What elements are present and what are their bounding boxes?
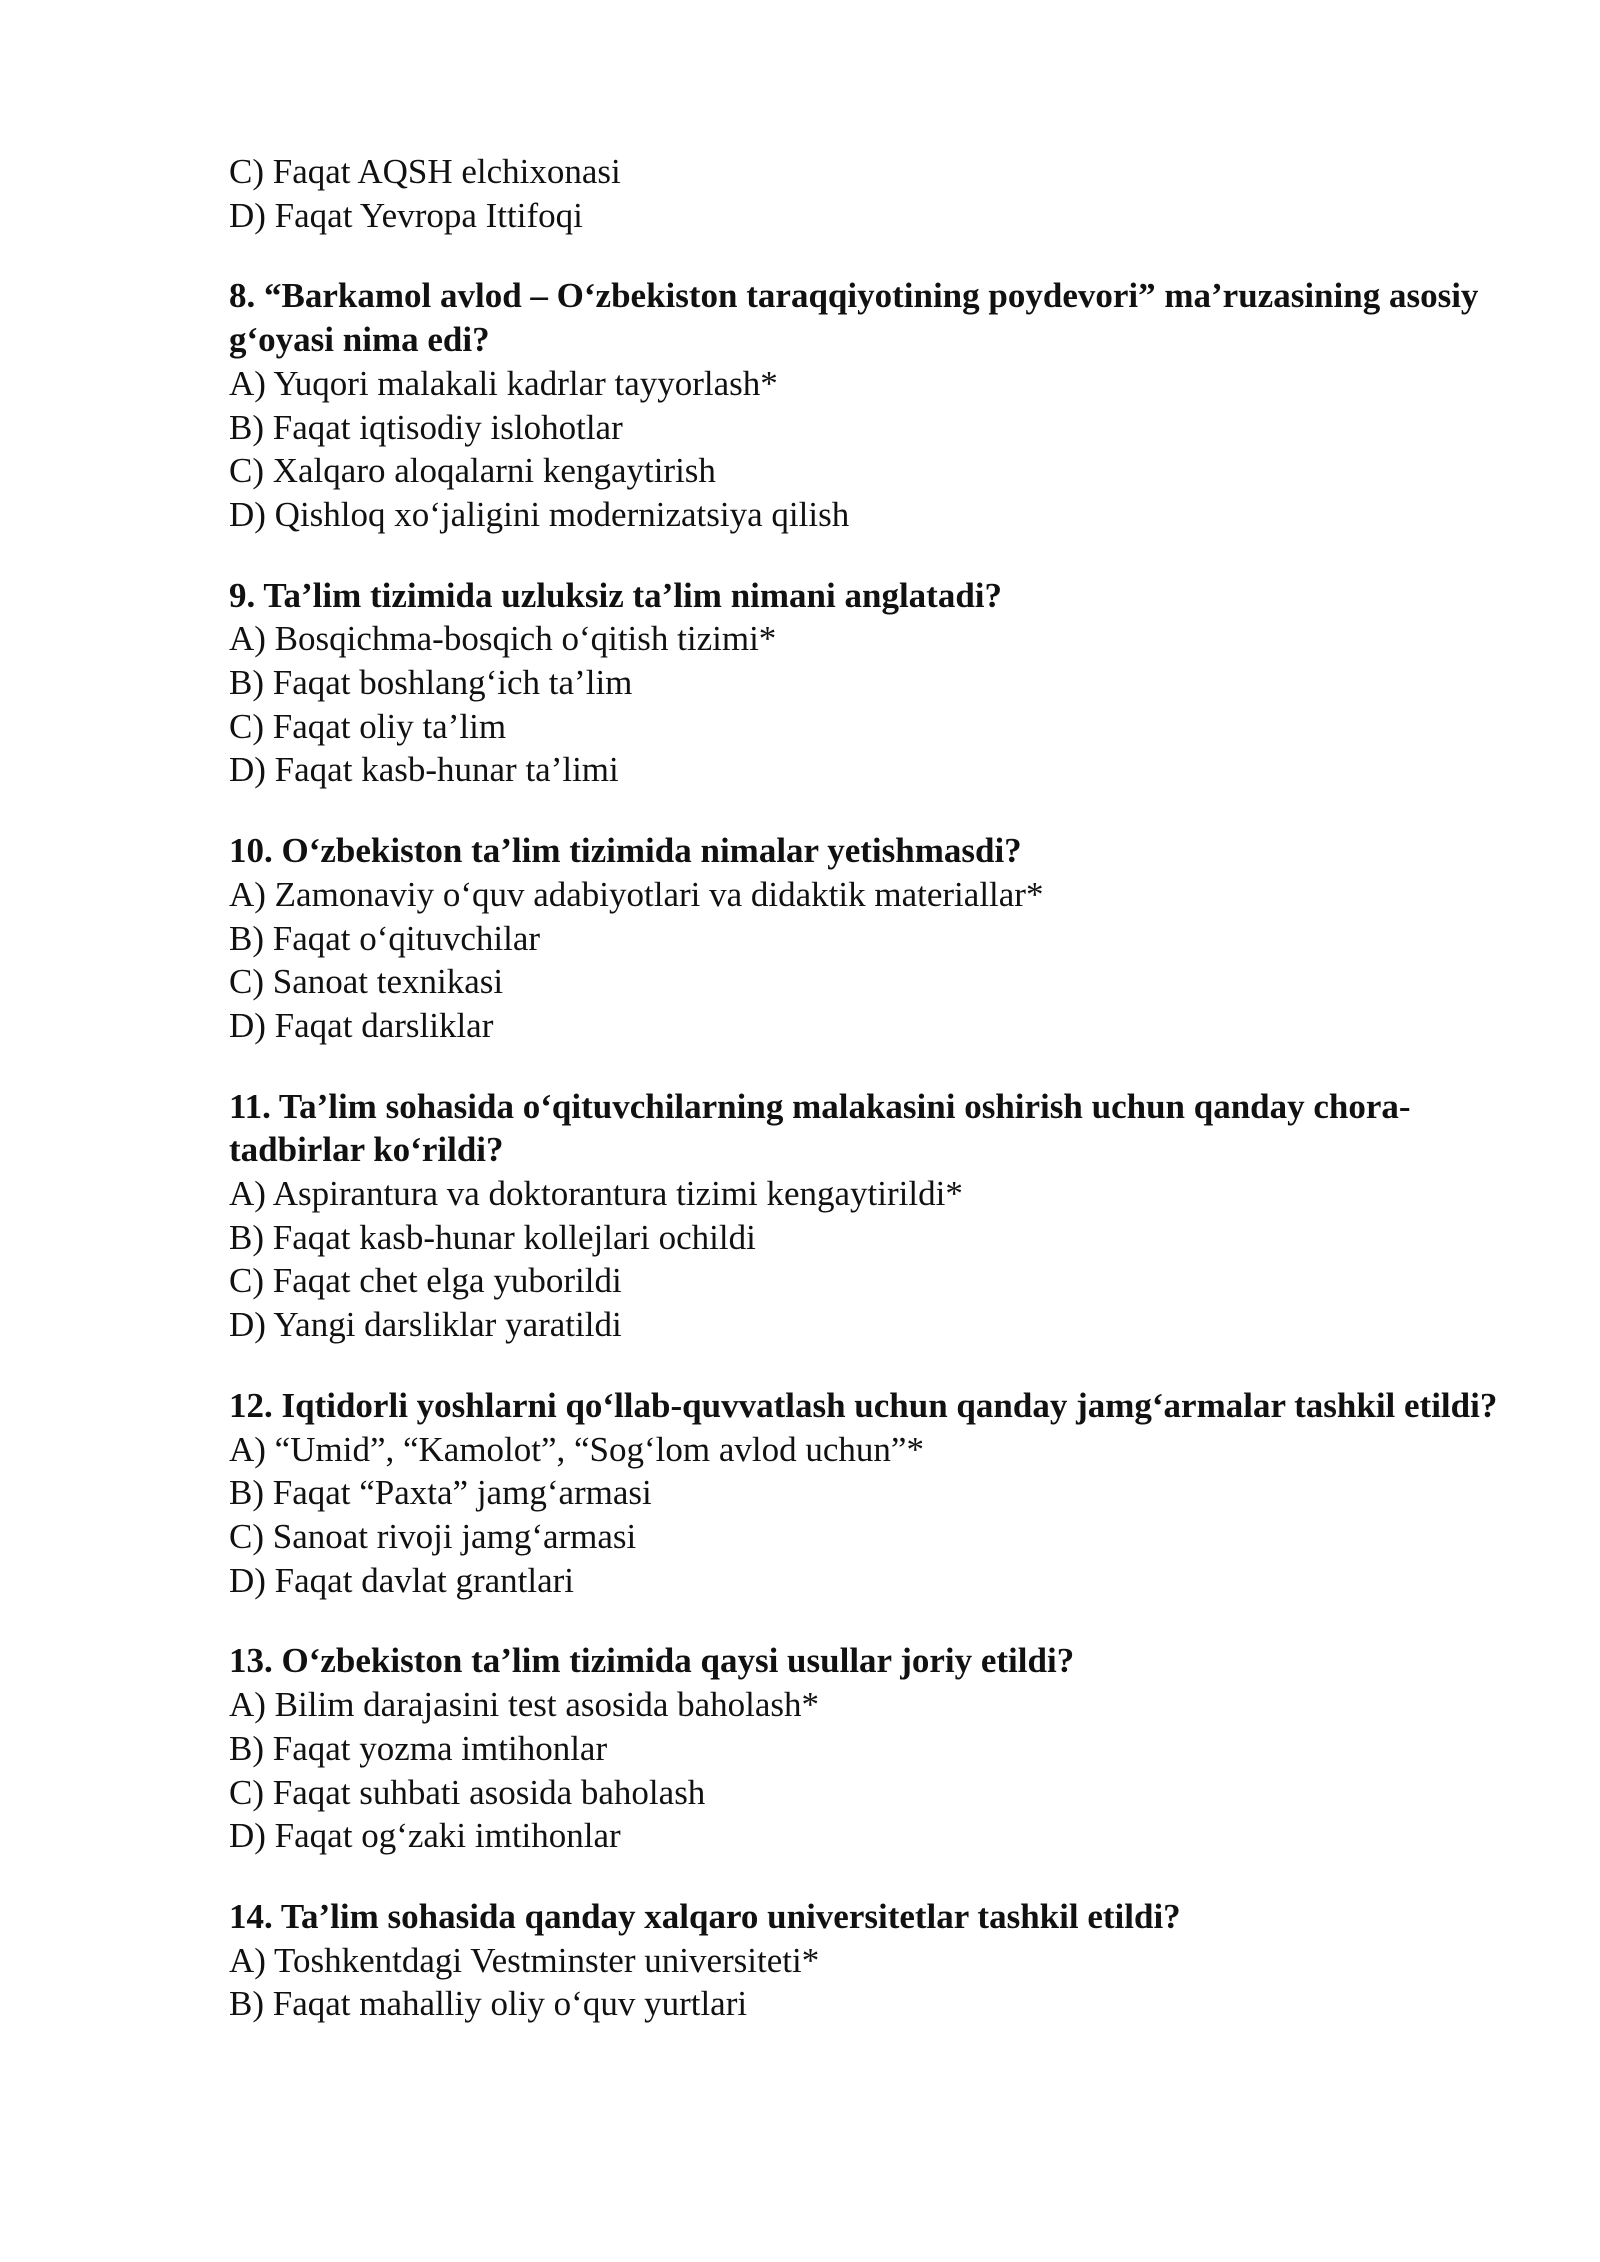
question-title: 13. O‘zbekiston ta’lim tizimida qaysi usullar joriy etildi? [229,1641,1075,1681]
answer-option: B) Faqat kasb-hunar kollejlari ochildi [229,1217,756,1257]
question-title: 8. “Barkamol avlod – O‘zbekiston taraqqiyotining poydevori” ma’ruzasining asosiy g‘oyasi nima edi? [229,276,1479,360]
answer-option: A) Bilim darajasini test asosida baholash* [229,1685,820,1725]
question-14 [229,1895,1529,2026]
answer-option: B) Faqat o‘qituvchilar [229,918,541,958]
question-title: 9. Ta’lim tizimida uzluksiz ta’lim nimani anglatadi? [229,575,1003,615]
answer-option: A) Yuqori malakali kadrlar tayyorlash* [229,363,778,403]
answer-option: A) Bosqichma-bosqich o‘qitish tizimi* [229,619,777,659]
answer-option: B) Faqat mahalliy oliy o‘quv yurtlari [229,1984,748,2024]
answer-option: A) Zamonaviy o‘quv adabiyotlari va didaktik materiallar* [229,874,1044,914]
answer-option: A) “Umid”, “Kamolot”, “Sog‘lom avlod uchun”* [229,1429,924,1469]
answer-option: D) Faqat Yevropa Ittifoqi [229,195,583,235]
question-13 [229,1639,1529,1858]
answer-option: C) Sanoat texnikasi [229,962,504,1002]
answer-option: B) Faqat yozma imtihonlar [229,1728,608,1768]
answer-option: D) Faqat davlat grantlari [229,1560,575,1600]
answer-option: C) Faqat oliy ta’lim [229,706,507,746]
answer-option: B) Faqat boshlang‘ich ta’lim [229,663,633,703]
answer-option: C) Sanoat rivoji jamg‘armasi [229,1516,637,1556]
answer-option: B) Faqat “Paxta” jamg‘armasi [229,1473,652,1513]
question-8 [229,274,1529,536]
answer-option: A) Aspirantura va doktorantura tizimi kengaytirildi* [229,1174,963,1214]
quiz-content [229,150,1529,2026]
question-title: 11. Ta’lim sohasida o‘qituvchilarning malakasini oshirish uchun qanday chora-tadbirlar ko‘rildi? [229,1086,1411,1170]
question-title: 10. O‘zbekiston ta’lim tizimida nimalar yetishmasdi? [229,831,1022,871]
question-12 [229,1384,1529,1603]
answer-option: D) Faqat og‘zaki imtihonlar [229,1816,621,1856]
answer-option: C) Faqat AQSH elchixonasi [229,152,621,191]
question-title: 14. Ta’lim sohasida qanday xalqaro universitetlar tashkil etildi? [229,1896,1181,1936]
answer-option: D) Faqat darsliklar [229,1005,494,1045]
answer-option: C) Xalqaro aloqalarni kengaytirish [229,451,716,491]
question-10 [229,829,1529,1048]
question-title: 12. Iqtidorli yoshlarni qo‘llab-quvvatlash uchun qanday jamg‘armalar tashkil etildi? [229,1385,1498,1425]
question-9 [229,574,1529,793]
answer-option: D) Qishloq xo‘jaligini modernizatsiya qilish [229,494,850,534]
answer-option: C) Faqat suhbati asosida baholash [229,1772,706,1812]
answer-option: B) Faqat iqtisodiy islohotlar [229,407,623,447]
question-11 [229,1085,1529,1347]
answer-option: A) Toshkentdagi Vestminster universiteti* [229,1940,820,1980]
answer-option: C) Faqat chet elga yuborildi [229,1261,622,1301]
carryover-options [229,150,1529,237]
answer-option: D) Yangi darsliklar yaratildi [229,1305,622,1345]
answer-option: D) Faqat kasb-hunar ta’limi [229,750,619,790]
